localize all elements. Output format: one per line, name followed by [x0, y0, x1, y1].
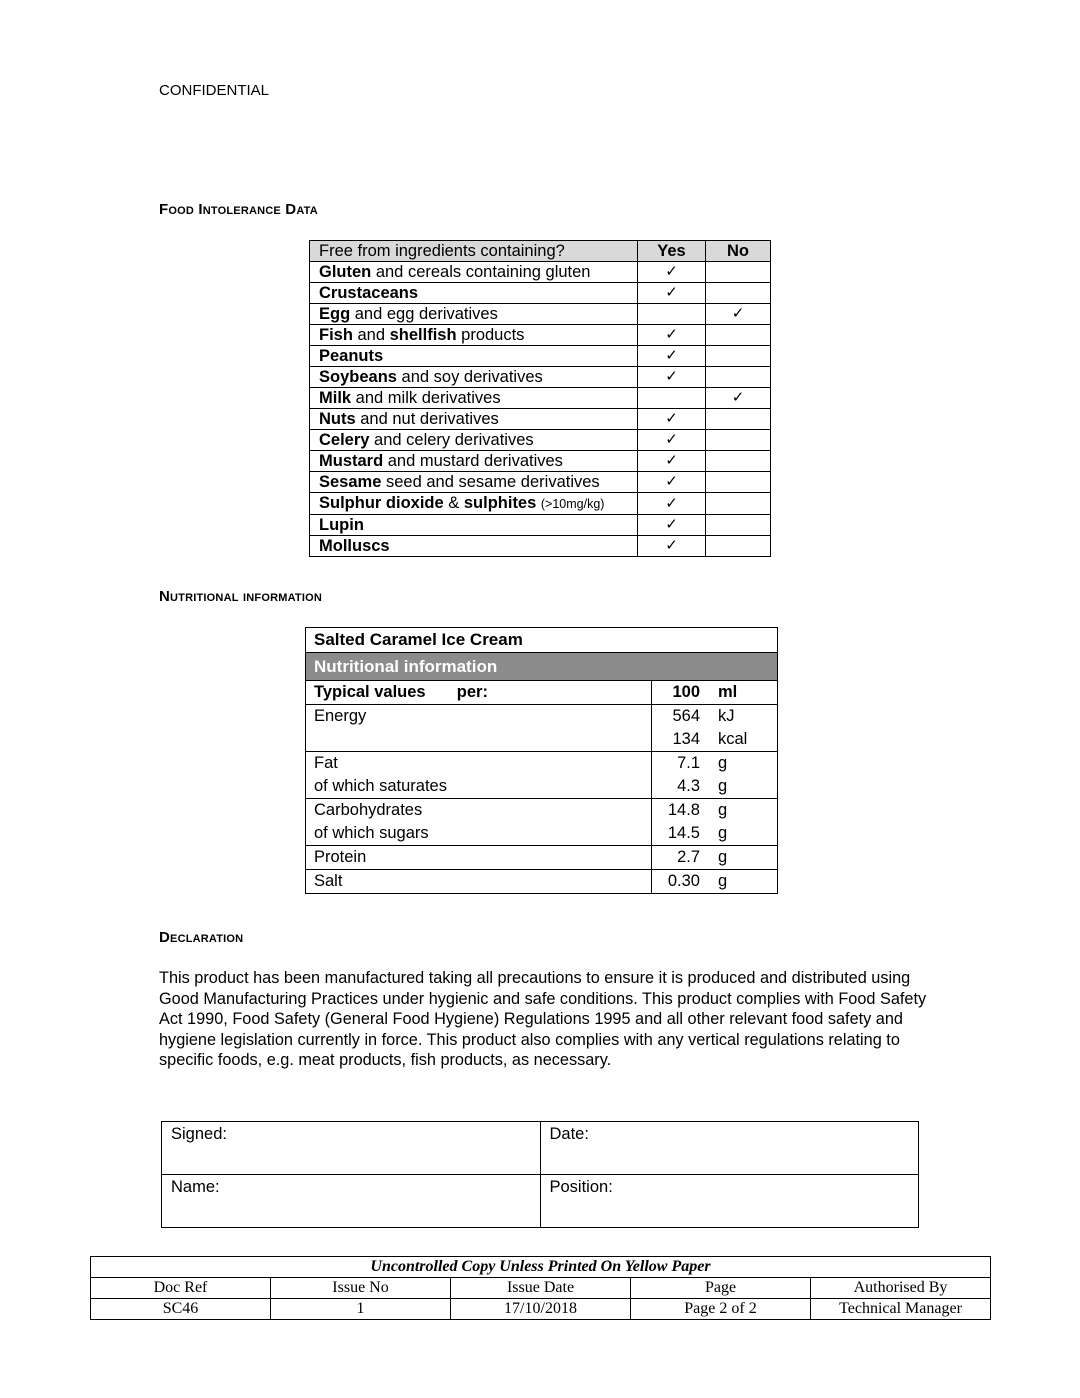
allergen-name-bold: Fish: [319, 326, 353, 344]
allergen-name-bold: Celery: [319, 431, 370, 449]
allergen-header-no: No: [706, 241, 771, 262]
allergen-no-check: [706, 325, 771, 346]
nutrient-unit: g: [718, 777, 728, 795]
nutrient-label: Fat: [314, 754, 338, 772]
allergen-no-check: [706, 346, 771, 367]
allergen-name-bold: Nuts: [319, 410, 356, 428]
nutrition-row: [306, 799, 777, 846]
allergen-name: [310, 515, 638, 536]
food-intolerance-heading: Food Intolerance Data: [159, 201, 318, 218]
footer-page: Page 2 of 2: [631, 1299, 811, 1320]
allergen-row: [310, 536, 771, 557]
allergen-name-text: and celery derivatives: [369, 431, 534, 449]
document-footer: [90, 1256, 991, 1320]
uncontrolled-copy-notice: Uncontrolled Copy Unless Printed On Yellow Paper: [91, 1257, 991, 1278]
allergen-name-bold: Lupin: [319, 516, 364, 534]
allergen-name-bold-2: sulphites: [463, 494, 537, 512]
allergen-row: [310, 430, 771, 451]
allergen-name-bold: Crustaceans: [319, 284, 419, 302]
footer-issue-date: 17/10/2018: [451, 1299, 631, 1320]
allergen-yes-check: [638, 304, 706, 325]
allergen-no-check: [706, 262, 771, 283]
nutrient-unit: g: [718, 848, 728, 866]
nutrient-value: 14.5: [667, 824, 700, 842]
allergen-name: [310, 388, 638, 409]
footer-header-page: Page: [631, 1278, 811, 1299]
date-field[interactable]: Date:: [540, 1122, 919, 1175]
allergen-name-bold: Milk: [319, 389, 352, 407]
allergen-name-text: and cereals containing gluten: [371, 263, 591, 281]
allergen-name: [310, 493, 638, 515]
allergen-yes-check: ✓: [638, 451, 706, 472]
allergen-no-check: [706, 515, 771, 536]
allergen-name-text: and soy derivatives: [396, 368, 543, 386]
allergen-name: [310, 451, 638, 472]
allergen-row: [310, 262, 771, 283]
allergen-name-bold: Sesame: [319, 473, 382, 491]
allergen-header-yes: Yes: [638, 241, 706, 262]
confidential-label: CONFIDENTIAL: [159, 82, 270, 99]
allergen-yes-check: ✓: [638, 283, 706, 304]
allergen-row: [310, 304, 771, 325]
nutrient-unit: g: [718, 754, 728, 772]
nutrition-row: [306, 705, 777, 752]
allergen-row: [310, 325, 771, 346]
allergen-note: (>10mg/kg): [540, 497, 605, 511]
allergen-no-check: [706, 493, 771, 515]
footer-value-row: [91, 1299, 991, 1320]
nutrient-value: 0.30: [667, 872, 700, 890]
allergen-table-header: [310, 241, 771, 262]
nutrient-label: Energy: [314, 707, 367, 725]
allergen-no-check: ✓: [706, 388, 771, 409]
allergen-name-bold-2: shellfish: [389, 326, 457, 344]
allergen-row: [310, 409, 771, 430]
nutrition-row: [306, 846, 777, 870]
nutrient-label: [314, 728, 651, 751]
allergen-yes-check: ✓: [638, 367, 706, 388]
allergen-name: [310, 367, 638, 388]
nutrient-label: of which saturates: [314, 777, 447, 795]
allergen-yes-check: ✓: [638, 262, 706, 283]
allergen-no-check: [706, 536, 771, 557]
nutrition-row: [306, 752, 777, 799]
allergen-name-bold: Gluten: [319, 263, 372, 281]
product-name: Salted Caramel Ice Cream: [306, 628, 777, 653]
nutrient-value: 4.3: [677, 777, 700, 795]
allergen-name-bold: Molluscs: [319, 537, 390, 555]
allergen-no-check: [706, 472, 771, 493]
allergen-row: [310, 346, 771, 367]
allergen-name-text: and mustard derivatives: [383, 452, 563, 470]
allergen-name-bold: Sulphur dioxide: [319, 494, 444, 512]
allergen-row: [310, 367, 771, 388]
nutrient-value: 564: [672, 707, 700, 725]
allergen-row: [310, 388, 771, 409]
allergen-row: [310, 451, 771, 472]
nutritional-heading: Nutritional information: [159, 588, 322, 605]
nutrient-value: 14.8: [667, 801, 700, 819]
declaration-heading: Declaration: [159, 929, 244, 946]
per-unit: ml: [718, 683, 738, 701]
signed-field[interactable]: Signed:: [162, 1122, 541, 1175]
per-label: per:: [456, 683, 488, 701]
allergen-name-bold: Mustard: [319, 452, 384, 470]
allergen-yes-check: [638, 388, 706, 409]
allergen-name: [310, 430, 638, 451]
footer-authorised-by: Technical Manager: [811, 1299, 991, 1320]
allergen-name: [310, 409, 638, 430]
nutrient-unit: g: [718, 824, 728, 842]
nutrient-value: 134: [672, 730, 700, 748]
nutrient-label: Carbohydrates: [314, 801, 423, 819]
nutrient-label: Protein: [314, 848, 367, 866]
allergen-row: [310, 493, 771, 515]
allergen-row: [310, 515, 771, 536]
nutrition-band: Nutritional information: [306, 653, 777, 681]
allergen-yes-check: ✓: [638, 493, 706, 515]
allergen-no-check: [706, 283, 771, 304]
allergen-name: [310, 262, 638, 283]
allergen-name: [310, 536, 638, 557]
nutrient-unit: kJ: [718, 707, 735, 725]
allergen-row: [310, 472, 771, 493]
name-field[interactable]: Name:: [162, 1175, 541, 1228]
nutrient-unit: g: [718, 872, 728, 890]
allergen-name-bold: Peanuts: [319, 347, 384, 365]
nutrient-label: of which sugars: [314, 824, 429, 842]
allergen-no-check: [706, 430, 771, 451]
allergen-yes-check: ✓: [638, 409, 706, 430]
allergen-no-check: [706, 367, 771, 388]
nutrient-value: 2.7: [677, 848, 700, 866]
footer-header-row: [91, 1278, 991, 1299]
allergen-yes-check: ✓: [638, 536, 706, 557]
allergen-name-text-2: products: [456, 326, 525, 344]
allergen-name-text: seed and sesame derivatives: [381, 473, 600, 491]
footer-header-doc-ref: Doc Ref: [91, 1278, 271, 1299]
nutrition-table: [305, 627, 778, 894]
footer-issue-no: 1: [271, 1299, 451, 1320]
nutrition-typical-row: [306, 681, 777, 705]
allergen-name: [310, 304, 638, 325]
allergen-yes-check: ✓: [638, 472, 706, 493]
signoff-table: [161, 1121, 919, 1228]
allergen-name-bold: Egg: [319, 305, 351, 323]
nutrient-unit: g: [718, 801, 728, 819]
allergen-yes-check: ✓: [638, 430, 706, 451]
footer-header-issue-no: Issue No: [271, 1278, 451, 1299]
allergen-name: [310, 283, 638, 304]
allergen-name: [310, 472, 638, 493]
allergen-yes-check: ✓: [638, 325, 706, 346]
allergen-name-text: &: [443, 494, 464, 512]
allergen-name: [310, 325, 638, 346]
allergen-name: [310, 346, 638, 367]
nutrient-unit: kcal: [718, 730, 748, 748]
allergen-name-text: and nut derivatives: [355, 410, 499, 428]
allergen-header-label: Free from ingredients containing?: [310, 241, 638, 262]
footer-header-authorised-by: Authorised By: [811, 1278, 991, 1299]
allergen-name-bold: Soybeans: [319, 368, 397, 386]
nutrition-row: [306, 870, 777, 894]
footer-doc-ref: SC46: [91, 1299, 271, 1320]
allergen-name-text: and: [352, 326, 390, 344]
allergen-row: [310, 283, 771, 304]
position-field[interactable]: Position:: [540, 1175, 919, 1228]
typical-values-label: Typical values: [314, 683, 426, 701]
declaration-text: This product has been manufactured taking all precautions to ensure it is produced and distributed using Good Manufacturing Practices under hygienic and safe conditions. This product complies with Food Safety Act 1990, Food Safety (General Food Hygiene) Regulations 1995 and all other relevant food safety and hygiene legislation currently in force. This product also complies with any vertical regulations relating to specific foods, e.g. meat products, fish products, as necessary.: [159, 969, 927, 1069]
allergen-name-text: and egg derivatives: [350, 305, 498, 323]
allergen-no-check: [706, 451, 771, 472]
allergen-no-check: ✓: [706, 304, 771, 325]
per-value: 100: [672, 683, 700, 701]
allergen-no-check: [706, 409, 771, 430]
footer-header-issue-date: Issue Date: [451, 1278, 631, 1299]
allergen-name-text: and milk derivatives: [351, 389, 501, 407]
allergen-table: [309, 240, 771, 557]
allergen-yes-check: ✓: [638, 515, 706, 536]
allergen-yes-check: ✓: [638, 346, 706, 367]
nutrient-value: 7.1: [677, 754, 700, 772]
nutrient-label: Salt: [314, 872, 343, 890]
